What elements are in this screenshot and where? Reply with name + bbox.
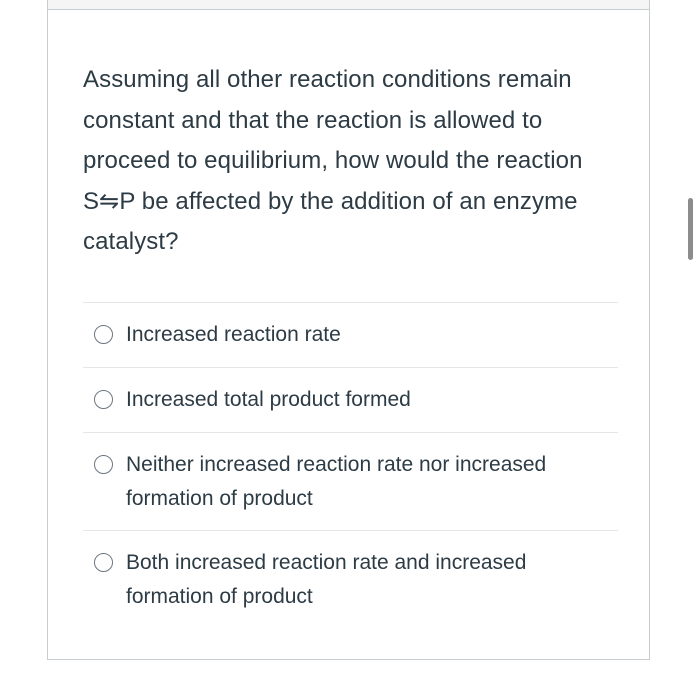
radio-button[interactable] — [94, 553, 113, 572]
question-card — [47, 0, 650, 660]
question-header — [48, 0, 649, 10]
answer-label[interactable]: Neither increased reaction rate nor increased formation of product — [126, 453, 547, 510]
answer-option-increased-reaction-rate[interactable] — [83, 302, 618, 367]
scrollbar-thumb[interactable] — [688, 198, 693, 260]
answer-label[interactable]: Increased total product formed — [126, 388, 411, 411]
radio-button[interactable] — [94, 455, 113, 474]
answer-label[interactable]: Increased reaction rate — [126, 323, 341, 346]
answer-label[interactable]: Both increased reaction rate and increased formation of product — [126, 551, 527, 608]
answer-option-neither[interactable] — [83, 432, 618, 530]
answer-list — [83, 302, 618, 628]
radio-button[interactable] — [94, 325, 113, 344]
answer-option-increased-total-product[interactable] — [83, 367, 618, 432]
answer-option-both[interactable] — [83, 530, 618, 628]
question-text: Assuming all other reaction conditions remain constant and that the reaction is allowed to proceed to equilibrium, how would the reaction S⇋P be affected by the addition of an enzyme catalyst? — [83, 66, 583, 255]
radio-button[interactable] — [94, 390, 113, 409]
